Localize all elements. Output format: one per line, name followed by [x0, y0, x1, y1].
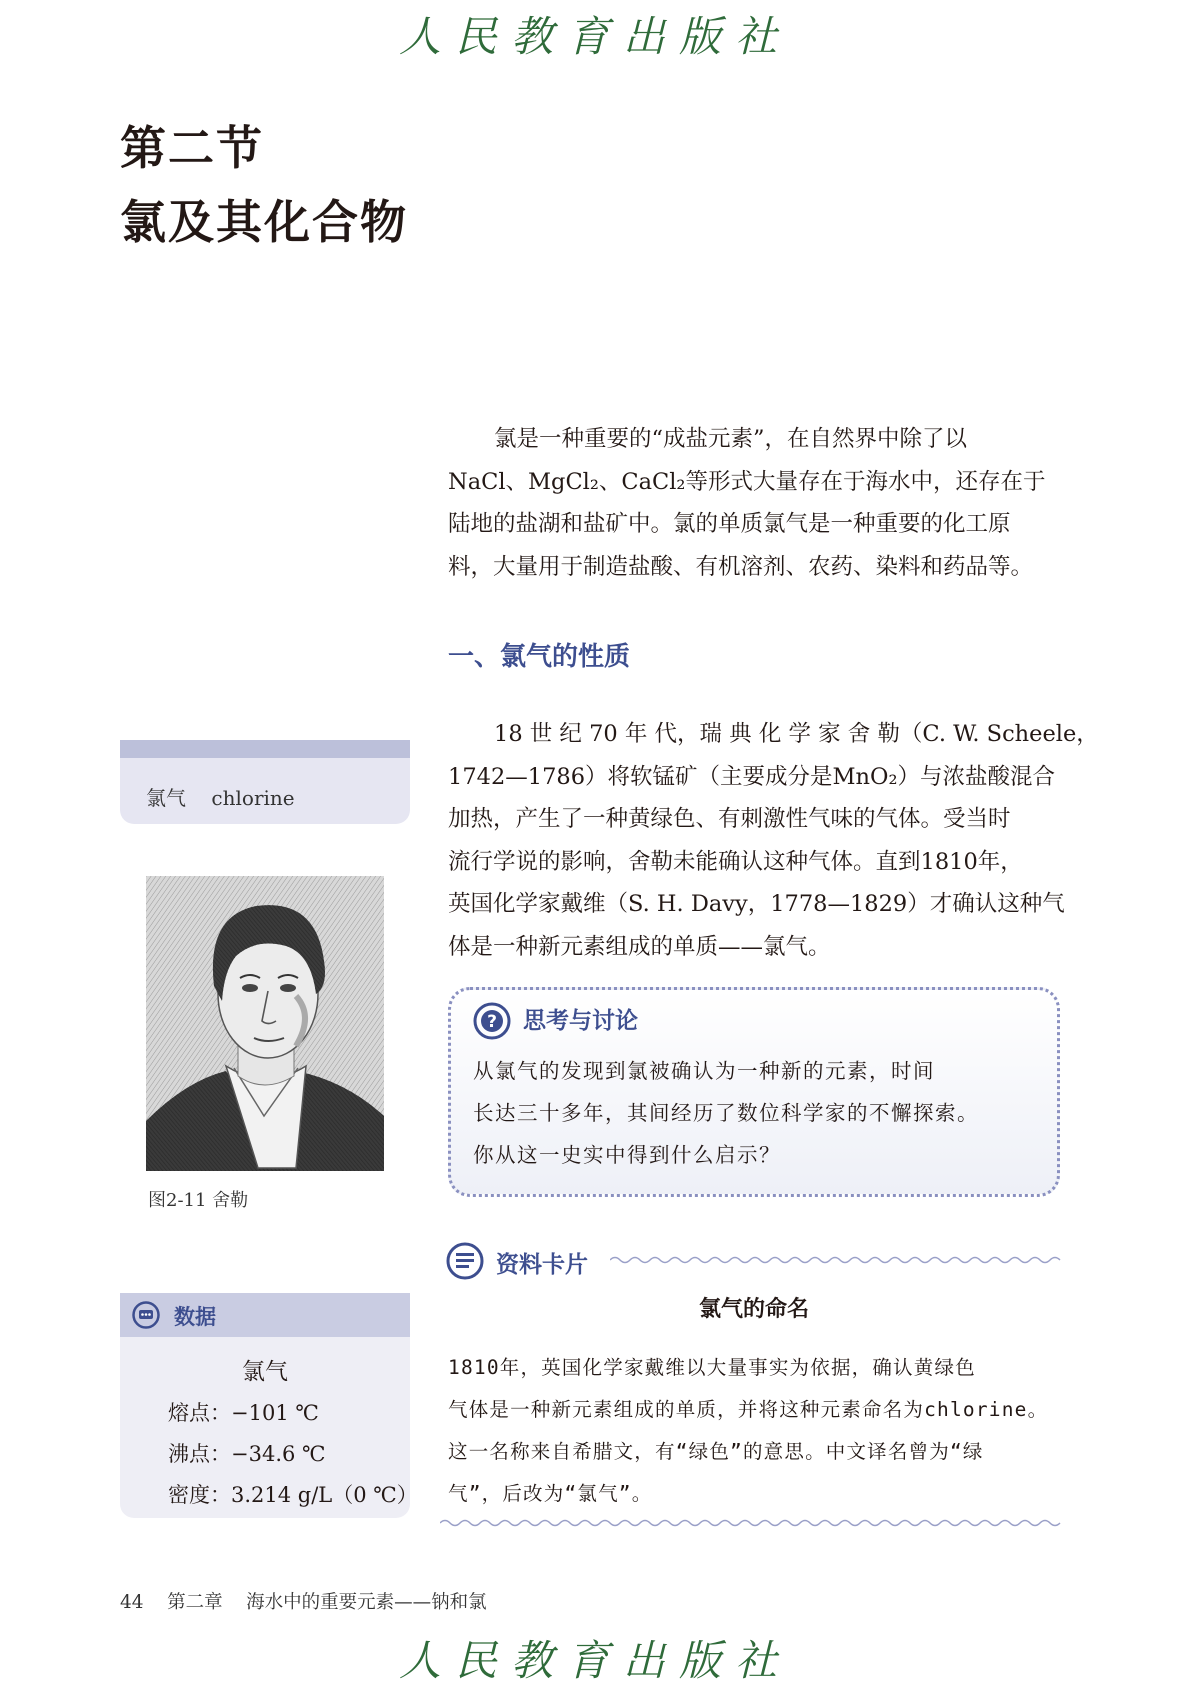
- think-line: 长达三十多年，其间经历了数位科学家的不懈探索。: [473, 1101, 979, 1125]
- speech-bubble-icon: [132, 1301, 160, 1329]
- card-line: 这一名称来自希腊文，有“绿色”的意思。中文译名曾为“绿: [448, 1440, 984, 1463]
- card-line: 1810年，英国化学家戴维以大量事实为依据，确认黄绿色: [448, 1356, 976, 1379]
- svg-text:?: ?: [487, 1012, 497, 1032]
- heading-chlorine-properties: 一、氯气的性质: [448, 642, 631, 672]
- card-line: 气体是一种新元素组成的单质，并将这种元素命名为chlorine。: [448, 1398, 1049, 1421]
- boiling-point: 沸点：−34.6 ℃: [168, 1442, 326, 1466]
- think-discuss-body: [473, 1050, 1038, 1176]
- intro-line: 陆地的盐湖和盐矿中。氯的单质氯气是一种重要的化工原: [448, 511, 1011, 537]
- publisher-logo-bottom: 人民教育出版社: [398, 1636, 791, 1685]
- data-card-header: [446, 1240, 1062, 1284]
- melting-point: 熔点：−101 ℃: [168, 1401, 319, 1425]
- density: 密度：3.214 g/L（0 ℃）: [168, 1483, 418, 1507]
- wave-divider-bottom: [440, 1517, 1062, 1529]
- history-line: 流行学说的影响，舍勒未能确认这种气体。直到1810年，: [448, 848, 1023, 875]
- wave-divider: [610, 1254, 1062, 1266]
- section-title: 氯及其化合物: [120, 195, 408, 249]
- intro-line: 料，大量用于制造盐酸、有机溶剂、农药、染料和药品等。: [448, 553, 1034, 580]
- think-line: 从氯气的发现到氯被确认为一种新的元素，时间: [473, 1059, 935, 1083]
- data-card-subtitle: 氯气的命名: [698, 1297, 809, 1322]
- data-card-title: 资料卡片: [496, 1252, 588, 1278]
- intro-line: 氯是一种重要的“成盐元素”，在自然界中除了以: [494, 426, 968, 452]
- publisher-logo-top: 人民教育出版社: [398, 12, 791, 61]
- history-line: 1742—1786）将软锰矿（主要成分是MnO₂）与浓盐酸混合: [448, 763, 1056, 790]
- figure-caption: 图2-11 舍勒: [148, 1190, 249, 1211]
- data-box: [120, 1293, 418, 1518]
- history-line: 体是一种新元素组成的单质——氯气。: [448, 933, 831, 960]
- data-substance-name: 氯气: [242, 1359, 288, 1385]
- history-paragraph: [448, 713, 1099, 968]
- history-line: 加热，产生了一种黄绿色、有刺激性气味的气体。受当时: [448, 806, 1011, 832]
- vocabulary-term: 氯气 chlorine: [146, 786, 295, 810]
- page-footer: [120, 1588, 487, 1614]
- data-card-body: [448, 1347, 1060, 1515]
- intro-paragraph: [448, 418, 1066, 588]
- question-circle-icon: [473, 1002, 511, 1040]
- think-line: 你从这一史实中得到什么启示？: [473, 1143, 781, 1167]
- intro-line: NaCl、MgCl₂、CaCl₂等形式大量存在于海水中，还存在于: [448, 468, 1046, 495]
- vocabulary-box: [120, 740, 410, 824]
- scheele-portrait: [146, 876, 384, 1171]
- page-number: 44: [120, 1592, 144, 1613]
- data-box-title: 数据: [174, 1305, 216, 1329]
- history-line: 英国化学家戴维（S. H. Davy，1778—1829）才确认这种气: [448, 891, 1065, 917]
- history-line: 18 世 纪 70 年 代，瑞 典 化 学 家 舍 勒（C. W. Scheele，: [494, 721, 1099, 747]
- card-line: 气”，后改为“氯气”。: [448, 1482, 653, 1505]
- chapter-title: 第二章 海水中的重要元素——钠和氯: [167, 1592, 487, 1613]
- document-lines-icon: [446, 1242, 484, 1280]
- think-discuss-box: [448, 987, 1060, 1197]
- data-box-header: [120, 1293, 410, 1337]
- section-number: 第二节: [120, 121, 264, 175]
- think-discuss-title: 思考与讨论: [523, 1008, 638, 1034]
